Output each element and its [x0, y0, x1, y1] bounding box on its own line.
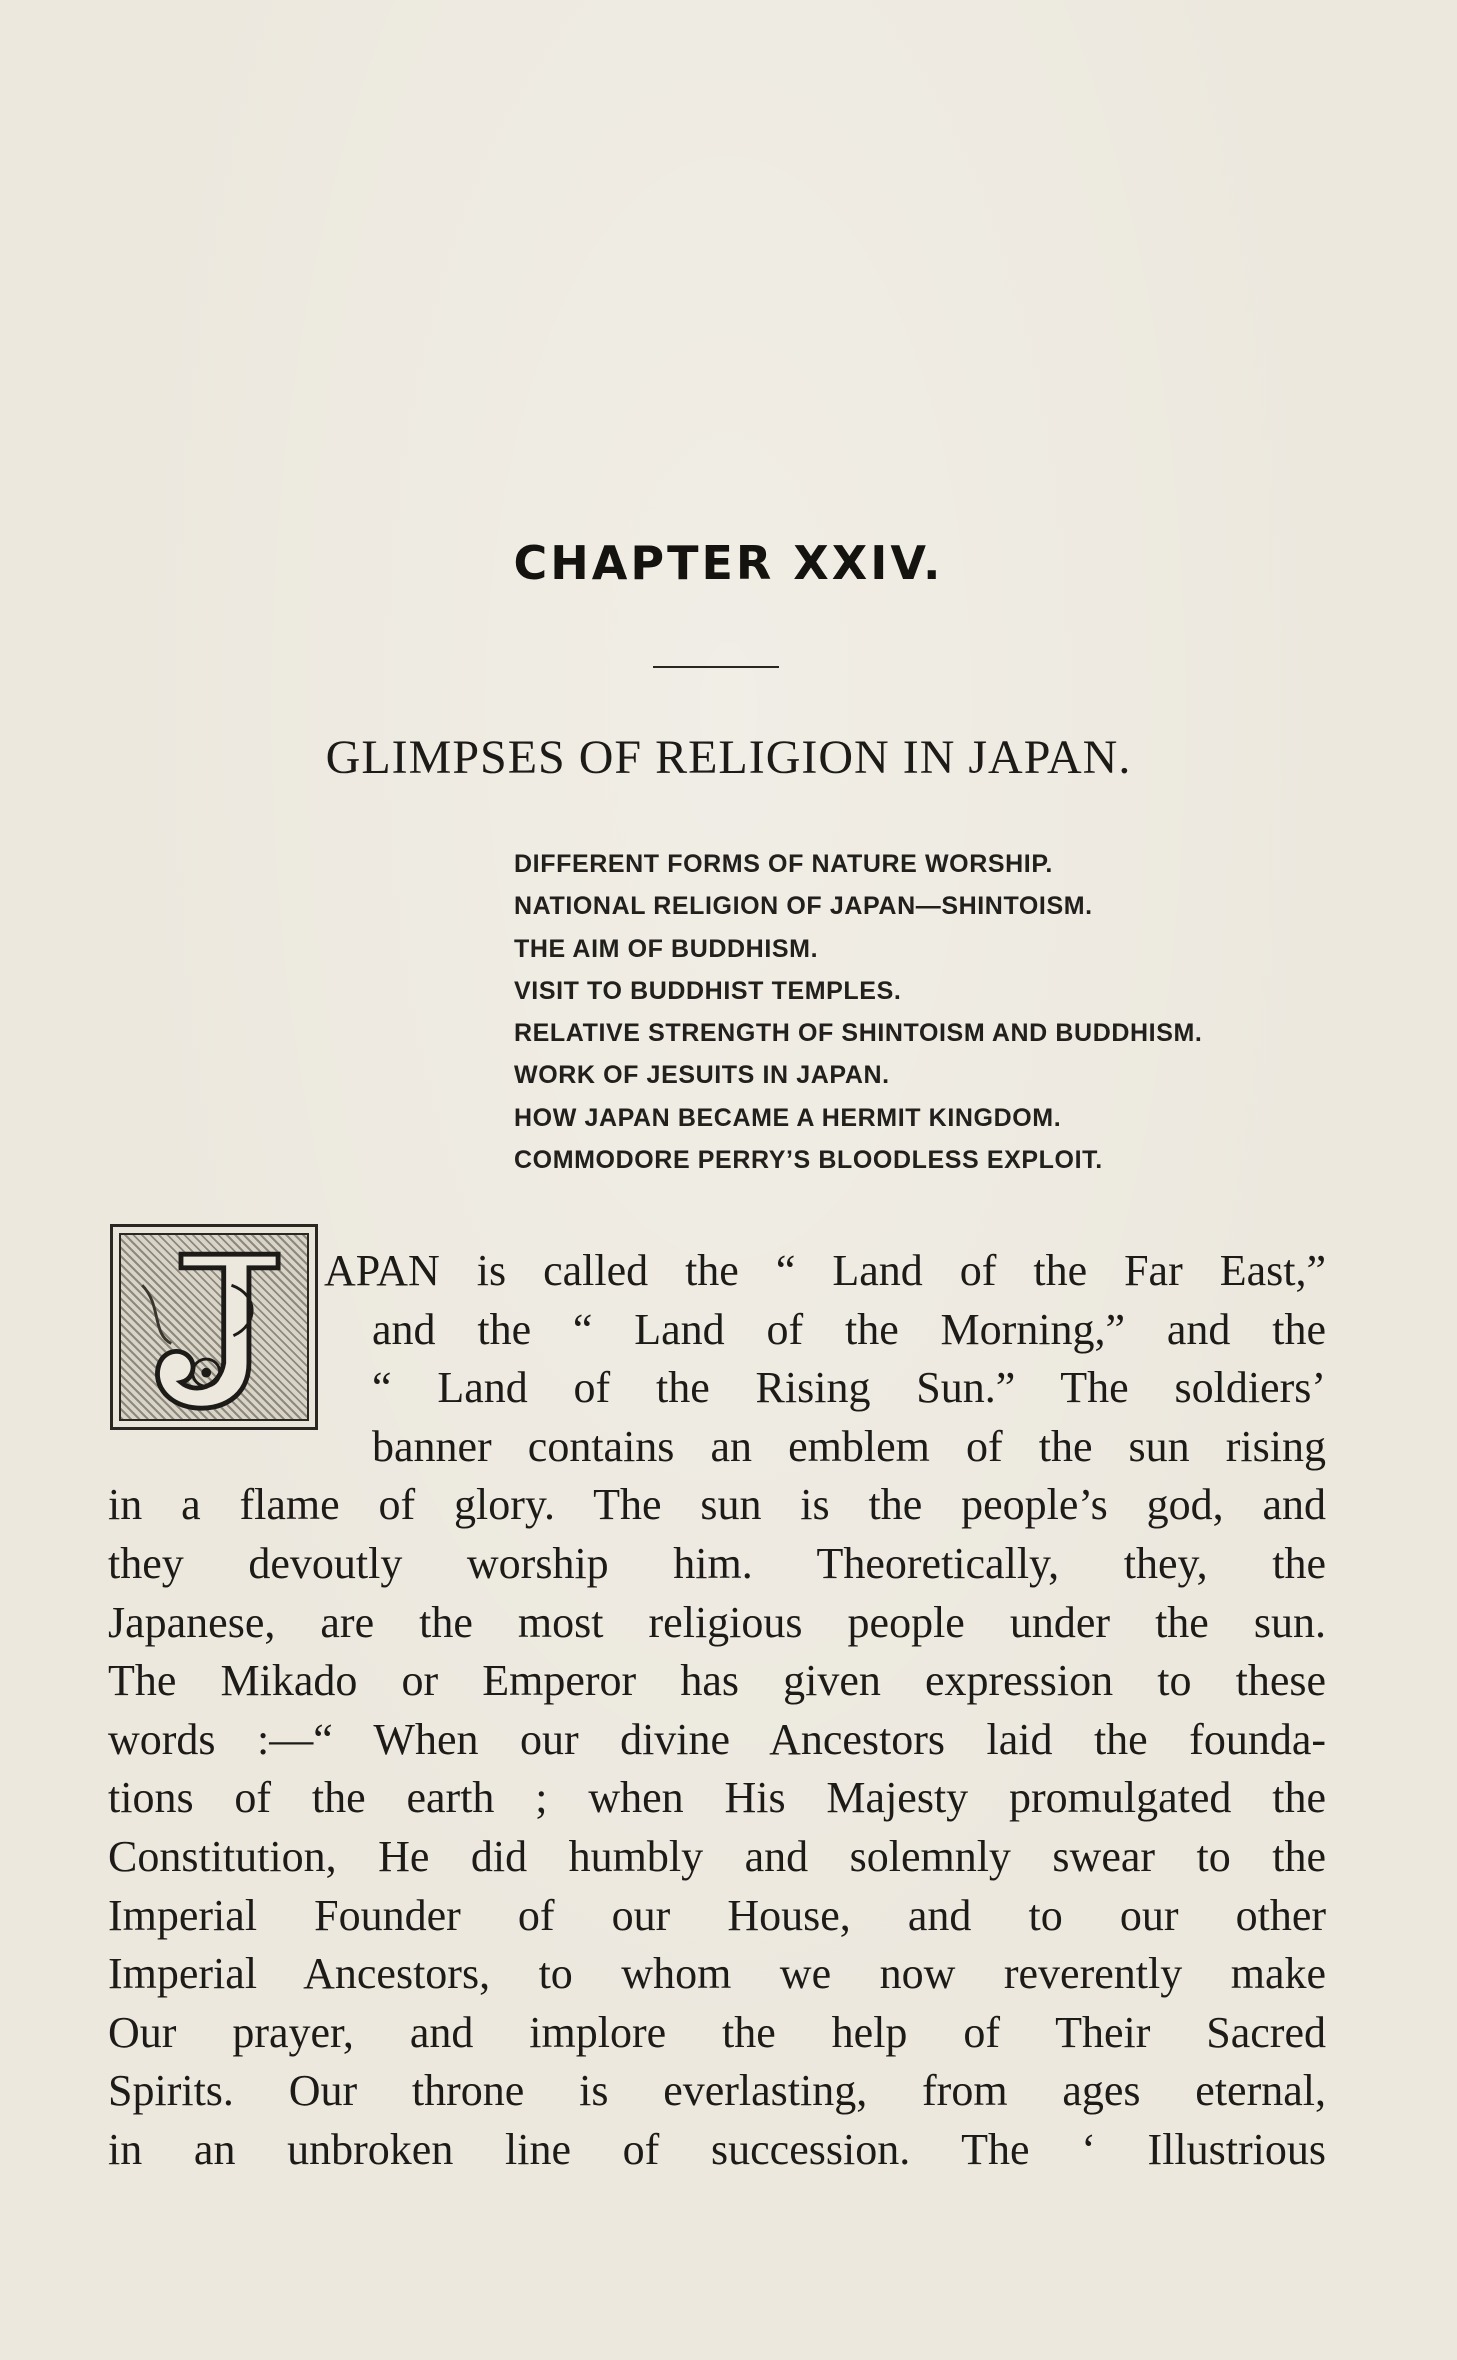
- body-line: Japanese, are the most religious people under the sun.: [108, 1597, 1326, 1647]
- topic-item: WORK OF JESUITS IN JAPAN.: [514, 1061, 890, 1090]
- body-line: they devoutly worship him. Theoretically, they, the: [108, 1538, 1326, 1588]
- body-line: APAN is called the “ Land of the Far East,”: [324, 1246, 1326, 1295]
- body-line: Our prayer, and implore the help of Their Sacred: [108, 2007, 1326, 2057]
- body-line: words :—“ When our divine Ancestors laid the founda-: [108, 1714, 1326, 1764]
- body-line: tions of the earth ; when His Majesty promulgated the: [108, 1773, 1326, 1823]
- divider-rule: [653, 666, 779, 668]
- body-line: banner contains an emblem of the sun rising: [372, 1421, 1326, 1471]
- topic-item: THE AIM OF BUDDHISM.: [514, 934, 819, 963]
- body-line: in a flame of glory. The sun is the people’s god, and: [108, 1480, 1326, 1530]
- body-line: “ Land of the Rising Sun.” The soldiers’: [372, 1363, 1326, 1413]
- topic-item: COMMODORE PERRY’S BLOODLESS EXPLOIT.: [514, 1146, 1103, 1175]
- body-paragraph: [108, 1242, 1326, 2180]
- topic-item: HOW JAPAN BECAME A HERMIT KINGDOM.: [514, 1103, 1062, 1132]
- topic-item: VISIT TO BUDDHIST TEMPLES.: [514, 976, 902, 1005]
- body-line: Constitution, He did humbly and solemnly swear to the: [108, 1831, 1326, 1881]
- section-heading: GLIMPSES OF RELIGION IN JAPAN.: [325, 731, 1132, 784]
- body-line: Spirits. Our throne is everlasting, from ages eternal,: [108, 2066, 1326, 2116]
- topic-list: [514, 843, 1202, 1181]
- topic-item: NATIONAL RELIGION OF JAPAN—SHINTOISM.: [514, 892, 1093, 921]
- topic-item: RELATIVE STRENGTH OF SHINTOISM AND BUDDHISM.: [514, 1019, 1203, 1048]
- chapter-title: CHAPTER XXIV.: [513, 536, 944, 590]
- body-line: in an unbroken line of succession. The ‘ Illustrious: [108, 2124, 1326, 2174]
- body-line: Imperial Founder of our House, and to our other: [108, 1890, 1326, 1940]
- body-line: The Mikado or Emperor has given expression to these: [108, 1656, 1326, 1706]
- body-line: Imperial Ancestors, to whom we now reverently make: [108, 1949, 1326, 1999]
- body-line: and the “ Land of the Morning,” and the: [372, 1304, 1326, 1354]
- topic-item: DIFFERENT FORMS OF NATURE WORSHIP.: [514, 850, 1053, 878]
